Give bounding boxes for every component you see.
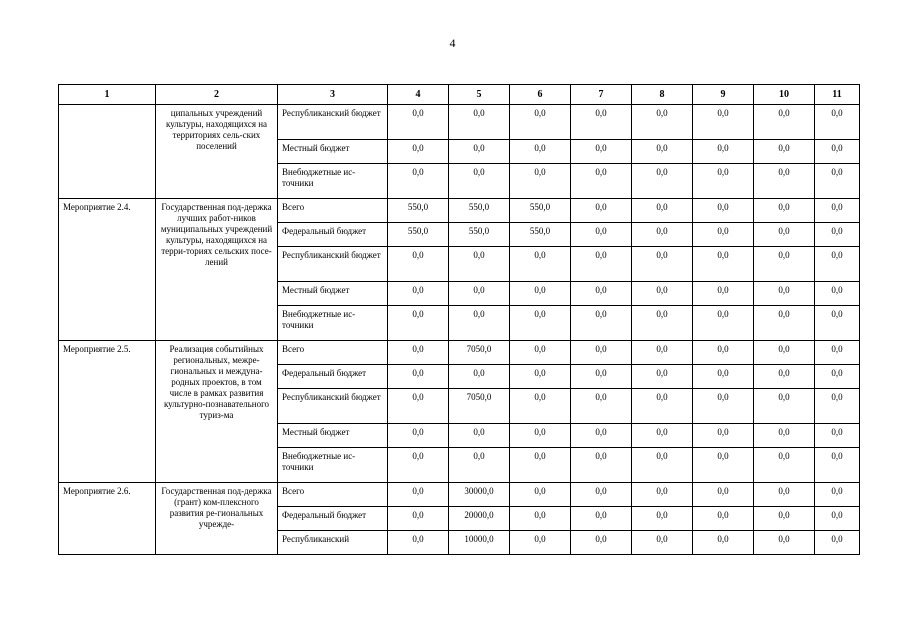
value-cell: 0,0 — [815, 199, 860, 223]
funding-source-cell: Республиканский — [278, 531, 388, 555]
value-cell: 0,0 — [693, 306, 754, 341]
header-cell: 8 — [632, 85, 693, 105]
value-cell: 0,0 — [449, 105, 510, 140]
budget-table — [58, 84, 860, 555]
table-row — [59, 483, 860, 507]
value-cell: 550,0 — [449, 223, 510, 247]
value-cell: 0,0 — [571, 483, 632, 507]
funding-source-cell: Федеральный бюджет — [278, 507, 388, 531]
value-cell: 0,0 — [510, 531, 571, 555]
funding-source-cell: Республиканский бюджет — [278, 389, 388, 424]
header-cell: 9 — [693, 85, 754, 105]
table-row — [59, 105, 860, 140]
description-cell: ципальных учреждений культуры, находящихся на территориях сель-ских поселений — [156, 105, 278, 199]
value-cell: 0,0 — [754, 282, 815, 306]
value-cell: 0,0 — [815, 531, 860, 555]
value-cell: 0,0 — [632, 507, 693, 531]
value-cell: 0,0 — [510, 341, 571, 365]
value-cell: 0,0 — [632, 531, 693, 555]
funding-source-cell: Внебюджетные ис-точники — [278, 306, 388, 341]
value-cell: 0,0 — [571, 448, 632, 483]
value-cell: 550,0 — [510, 199, 571, 223]
value-cell: 0,0 — [510, 424, 571, 448]
page-number: 4 — [449, 36, 456, 50]
value-cell: 0,0 — [815, 389, 860, 424]
value-cell: 0,0 — [754, 223, 815, 247]
value-cell: 0,0 — [388, 247, 449, 282]
value-cell: 0,0 — [693, 282, 754, 306]
value-cell: 0,0 — [571, 199, 632, 223]
value-cell: 30000,0 — [449, 483, 510, 507]
value-cell: 0,0 — [693, 448, 754, 483]
header-cell: 7 — [571, 85, 632, 105]
value-cell: 0,0 — [815, 507, 860, 531]
value-cell: 0,0 — [815, 483, 860, 507]
value-cell: 0,0 — [815, 282, 860, 306]
value-cell: 0,0 — [754, 389, 815, 424]
value-cell: 0,0 — [449, 424, 510, 448]
header-cell: 1 — [59, 85, 156, 105]
value-cell: 0,0 — [693, 389, 754, 424]
value-cell: 0,0 — [510, 483, 571, 507]
table-row — [59, 341, 860, 365]
value-cell: 0,0 — [693, 164, 754, 199]
value-cell: 0,0 — [571, 365, 632, 389]
description-cell: Государственная под-держка лучших работ-ников муниципальных учреждений культуры, находящихся на терри-ториях сельских посе-лений — [156, 199, 278, 341]
funding-source-cell: Всего — [278, 341, 388, 365]
value-cell: 0,0 — [388, 306, 449, 341]
value-cell: 0,0 — [632, 282, 693, 306]
value-cell: 0,0 — [571, 164, 632, 199]
value-cell: 550,0 — [510, 223, 571, 247]
funding-source-cell: Местный бюджет — [278, 140, 388, 164]
funding-source-cell: Республиканский бюджет — [278, 247, 388, 282]
value-cell: 0,0 — [571, 306, 632, 341]
measure-cell: Мероприятие 2.6. — [59, 483, 156, 555]
funding-source-cell: Местный бюджет — [278, 282, 388, 306]
value-cell: 0,0 — [510, 448, 571, 483]
value-cell: 0,0 — [449, 247, 510, 282]
value-cell: 0,0 — [632, 199, 693, 223]
value-cell: 0,0 — [388, 531, 449, 555]
value-cell: 0,0 — [449, 140, 510, 164]
value-cell: 0,0 — [693, 483, 754, 507]
header-cell: 2 — [156, 85, 278, 105]
value-cell: 0,0 — [571, 282, 632, 306]
value-cell: 0,0 — [449, 448, 510, 483]
value-cell: 0,0 — [754, 105, 815, 140]
value-cell: 0,0 — [510, 105, 571, 140]
funding-source-cell: Федеральный бюджет — [278, 365, 388, 389]
value-cell: 0,0 — [388, 282, 449, 306]
header-cell: 6 — [510, 85, 571, 105]
funding-source-cell: Внебюджетные ис-точники — [278, 448, 388, 483]
value-cell: 0,0 — [388, 341, 449, 365]
table-row — [59, 199, 860, 223]
value-cell: 0,0 — [693, 223, 754, 247]
header-cell: 11 — [815, 85, 860, 105]
value-cell: 0,0 — [754, 164, 815, 199]
value-cell: 0,0 — [815, 140, 860, 164]
value-cell: 0,0 — [510, 140, 571, 164]
value-cell: 0,0 — [632, 140, 693, 164]
description-cell: Реализация событийных региональных, межре-гиональных и междуна-родных проектов, в том числе в рамках развития культурно-познавательного туриз-ма — [156, 341, 278, 483]
value-cell: 0,0 — [754, 507, 815, 531]
value-cell: 0,0 — [815, 365, 860, 389]
value-cell: 0,0 — [632, 164, 693, 199]
value-cell: 0,0 — [388, 164, 449, 199]
header-cell: 10 — [754, 85, 815, 105]
header-row — [59, 85, 860, 105]
measure-cell: Мероприятие 2.4. — [59, 199, 156, 341]
value-cell: 0,0 — [510, 389, 571, 424]
value-cell: 550,0 — [388, 199, 449, 223]
value-cell: 0,0 — [510, 282, 571, 306]
value-cell: 0,0 — [449, 365, 510, 389]
value-cell: 7050,0 — [449, 341, 510, 365]
value-cell: 0,0 — [693, 507, 754, 531]
value-cell: 0,0 — [815, 223, 860, 247]
value-cell: 0,0 — [632, 448, 693, 483]
funding-source-cell: Республиканский бюджет — [278, 105, 388, 140]
measure-cell: Мероприятие 2.5. — [59, 341, 156, 483]
value-cell: 0,0 — [510, 507, 571, 531]
value-cell: 0,0 — [571, 424, 632, 448]
value-cell: 0,0 — [388, 389, 449, 424]
value-cell: 0,0 — [571, 247, 632, 282]
value-cell: 0,0 — [388, 140, 449, 164]
value-cell: 0,0 — [449, 282, 510, 306]
value-cell: 0,0 — [510, 247, 571, 282]
value-cell: 0,0 — [632, 223, 693, 247]
value-cell: 0,0 — [754, 306, 815, 341]
header-cell: 5 — [449, 85, 510, 105]
header-cell: 4 — [388, 85, 449, 105]
value-cell: 20000,0 — [449, 507, 510, 531]
value-cell: 0,0 — [815, 306, 860, 341]
value-cell: 0,0 — [693, 341, 754, 365]
value-cell: 0,0 — [510, 164, 571, 199]
value-cell: 0,0 — [510, 365, 571, 389]
value-cell: 0,0 — [449, 164, 510, 199]
value-cell: 0,0 — [571, 223, 632, 247]
measure-cell — [59, 105, 156, 199]
description-cell: Государственная под-держка (грант) ком-плексного развития ре-гиональных учрежде- — [156, 483, 278, 555]
value-cell: 0,0 — [815, 448, 860, 483]
value-cell: 0,0 — [815, 247, 860, 282]
value-cell: 0,0 — [388, 448, 449, 483]
value-cell: 0,0 — [571, 140, 632, 164]
value-cell: 0,0 — [754, 531, 815, 555]
funding-source-cell: Внебюджетные ис-точники — [278, 164, 388, 199]
value-cell: 0,0 — [632, 306, 693, 341]
funding-source-cell: Федеральный бюджет — [278, 223, 388, 247]
value-cell: 0,0 — [632, 365, 693, 389]
value-cell: 0,0 — [754, 341, 815, 365]
value-cell: 0,0 — [693, 365, 754, 389]
value-cell: 0,0 — [693, 531, 754, 555]
value-cell: 0,0 — [815, 164, 860, 199]
value-cell: 0,0 — [693, 424, 754, 448]
value-cell: 0,0 — [571, 105, 632, 140]
value-cell: 0,0 — [388, 483, 449, 507]
value-cell: 7050,0 — [449, 389, 510, 424]
header-cell: 3 — [278, 85, 388, 105]
value-cell: 0,0 — [693, 247, 754, 282]
value-cell: 0,0 — [571, 341, 632, 365]
value-cell: 550,0 — [449, 199, 510, 223]
value-cell: 0,0 — [754, 448, 815, 483]
funding-source-cell: Местный бюджет — [278, 424, 388, 448]
value-cell: 10000,0 — [449, 531, 510, 555]
value-cell: 0,0 — [754, 424, 815, 448]
value-cell: 0,0 — [693, 105, 754, 140]
value-cell: 0,0 — [388, 105, 449, 140]
value-cell: 0,0 — [571, 389, 632, 424]
value-cell: 0,0 — [754, 483, 815, 507]
value-cell: 0,0 — [754, 365, 815, 389]
value-cell: 0,0 — [632, 389, 693, 424]
value-cell: 0,0 — [754, 247, 815, 282]
value-cell: 0,0 — [388, 507, 449, 531]
value-cell: 0,0 — [754, 199, 815, 223]
value-cell: 0,0 — [632, 483, 693, 507]
value-cell: 0,0 — [632, 247, 693, 282]
value-cell: 0,0 — [510, 306, 571, 341]
value-cell: 0,0 — [815, 341, 860, 365]
value-cell: 0,0 — [571, 507, 632, 531]
funding-source-cell: Всего — [278, 483, 388, 507]
value-cell: 0,0 — [388, 424, 449, 448]
value-cell: 0,0 — [693, 199, 754, 223]
value-cell: 0,0 — [693, 140, 754, 164]
value-cell: 0,0 — [571, 531, 632, 555]
value-cell: 0,0 — [449, 306, 510, 341]
value-cell: 550,0 — [388, 223, 449, 247]
value-cell: 0,0 — [632, 341, 693, 365]
value-cell: 0,0 — [632, 424, 693, 448]
value-cell: 0,0 — [632, 105, 693, 140]
value-cell: 0,0 — [388, 365, 449, 389]
funding-source-cell: Всего — [278, 199, 388, 223]
value-cell: 0,0 — [815, 424, 860, 448]
value-cell: 0,0 — [754, 140, 815, 164]
value-cell: 0,0 — [815, 105, 860, 140]
